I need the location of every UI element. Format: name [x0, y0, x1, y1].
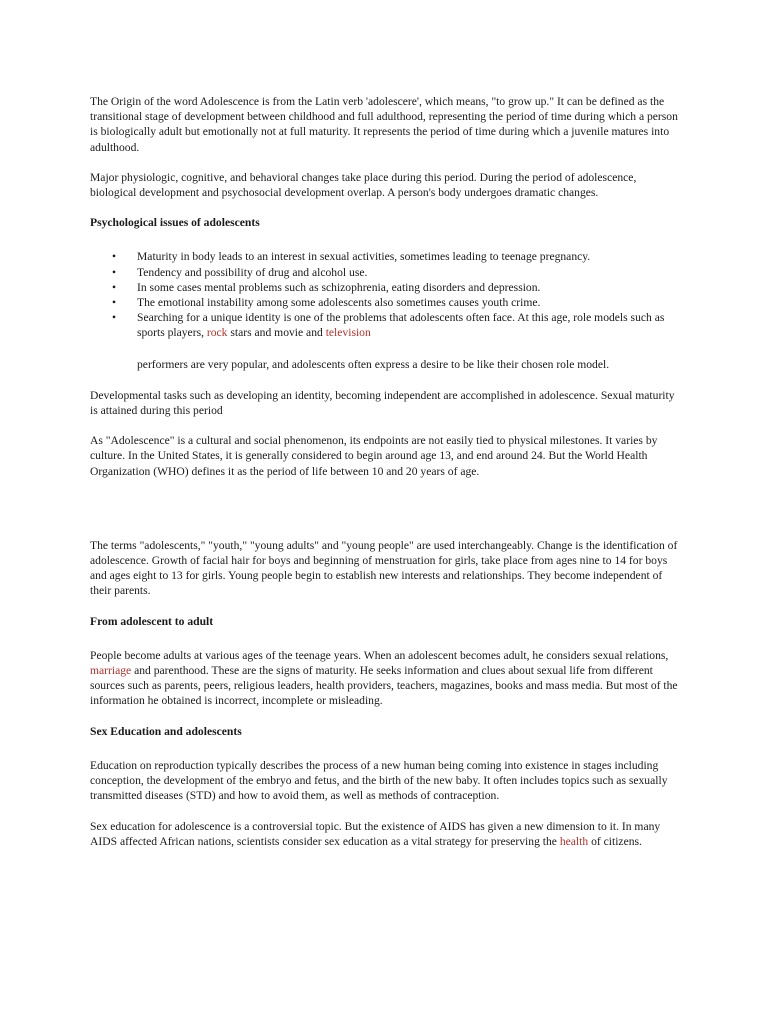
bullet-icon: •	[112, 250, 117, 264]
heading-psychological-issues: Psychological issues of adolescents	[90, 216, 260, 230]
television-link[interactable]: television	[325, 326, 371, 340]
paragraph-text: and parenthood. These are the signs of maturity. He seeks information and clues about sexual life from different sources such as parents, peers, religious leaders, health providers, teachers, magazines, books and mass media. But most of the information he obtained is incorrect, incomplete or misleading.	[90, 664, 678, 708]
heading-sex-education: Sex Education and adolescents	[90, 724, 242, 738]
marriage-link[interactable]: marriage	[90, 664, 132, 678]
paragraph-text: People become adults at various ages of the teenage years. When an adolescent becomes adult, he considers sexual relations,	[90, 648, 669, 662]
paragraph-reproduction-education: Education on reproduction typically describes the process of a new human being coming into existence in stages including conception, the development of the embryo and fetus, and the birth of the new baby. It often includes topics such as sexually transmitted diseases (STD) and how to avoid them, as well as methods of contraception.	[90, 758, 668, 803]
bullet-icon: •	[112, 311, 117, 325]
list-item	[90, 295, 680, 310]
list-item-text: stars and movie and	[227, 326, 326, 340]
bullet-icon: •	[112, 296, 117, 310]
list-item-text: Searching for a unique identity is one of the problems that adolescents often face. At this age, role models such as sports players,	[137, 311, 665, 340]
bullet-continuation-text: performers are very popular, and adolescents often express a desire to be like their chosen role model.	[137, 357, 610, 371]
list-item	[90, 265, 680, 280]
list-item-text: In some cases mental problems such as schizophrenia, eating disorders and depression.	[137, 280, 541, 294]
list-item	[90, 249, 680, 264]
list-item	[90, 280, 680, 295]
paragraph-become-adults	[90, 648, 680, 709]
paragraph-text: Sex education for adolescence is a controversial topic. But the existence of AIDS has given a new dimension to it. In many AIDS affected African nations, scientists consider sex education as a vital strategy for preserving the	[90, 819, 661, 848]
paragraph-origin: The Origin of the word Adolescence is from the Latin verb 'adolescere', which means, "to grow up." It can be defined as the transitional stage of development between childhood and full adulthood, representing the period of time during which a person is biologically adult but emotionally not at full maturity. It represents the period of time during which a juvenile matures into adulthood.	[90, 95, 678, 154]
bullet-icon: •	[112, 265, 117, 279]
document-page	[90, 94, 680, 864]
paragraph-text: of citizens.	[588, 834, 642, 848]
heading-adolescent-to-adult: From adolescent to adult	[90, 614, 214, 628]
paragraph-developmental-tasks: Developmental tasks such as developing an identity, becoming independent are accomplished in adolescence. Sexual maturity is attained during this period	[90, 388, 675, 418]
blank-space	[90, 494, 680, 538]
list-item	[90, 310, 680, 340]
bullet-icon: •	[112, 280, 117, 294]
rock-link[interactable]: rock	[206, 326, 228, 340]
list-item-text: Tendency and possibility of drug and alcohol use.	[137, 265, 368, 279]
health-link[interactable]: health	[559, 834, 589, 848]
paragraph-cultural-phenomenon: As "Adolescence" is a cultural and social phenomenon, its endpoints are not easily tied to physical milestones. It varies by culture. In the United States, it is generally considered to begin around age 13, and end around 24. But the World Health Organization (WHO) defines it as the period of life between 10 and 20 years of age.	[90, 434, 658, 478]
paragraph-changes: Major physiologic, cognitive, and behavioral changes take place during this period. During the period of adolescence, biological development and psychosocial development overlap. A person's body undergoes dramatic changes.	[90, 170, 637, 200]
paragraph-controversial-topic	[90, 819, 680, 849]
list-item-text: Maturity in body leads to an interest in sexual activities, sometimes leading to teenage pregnancy.	[137, 250, 591, 264]
bullet-list	[90, 249, 680, 340]
paragraph-terms: The terms "adolescents," "youth," "young adults" and "young people" are used interchangeably. Change is the identification of adolescence. Growth of facial hair for boys and beginning of menstruation for girls, take place from ages nine to 14 for boys and ages eight to 13 for girls. Young people begin to establish new interests and relationships. They become independent of their parents.	[90, 538, 678, 598]
list-item-text: The emotional instability among some adolescents also sometimes causes youth crime.	[137, 296, 541, 310]
